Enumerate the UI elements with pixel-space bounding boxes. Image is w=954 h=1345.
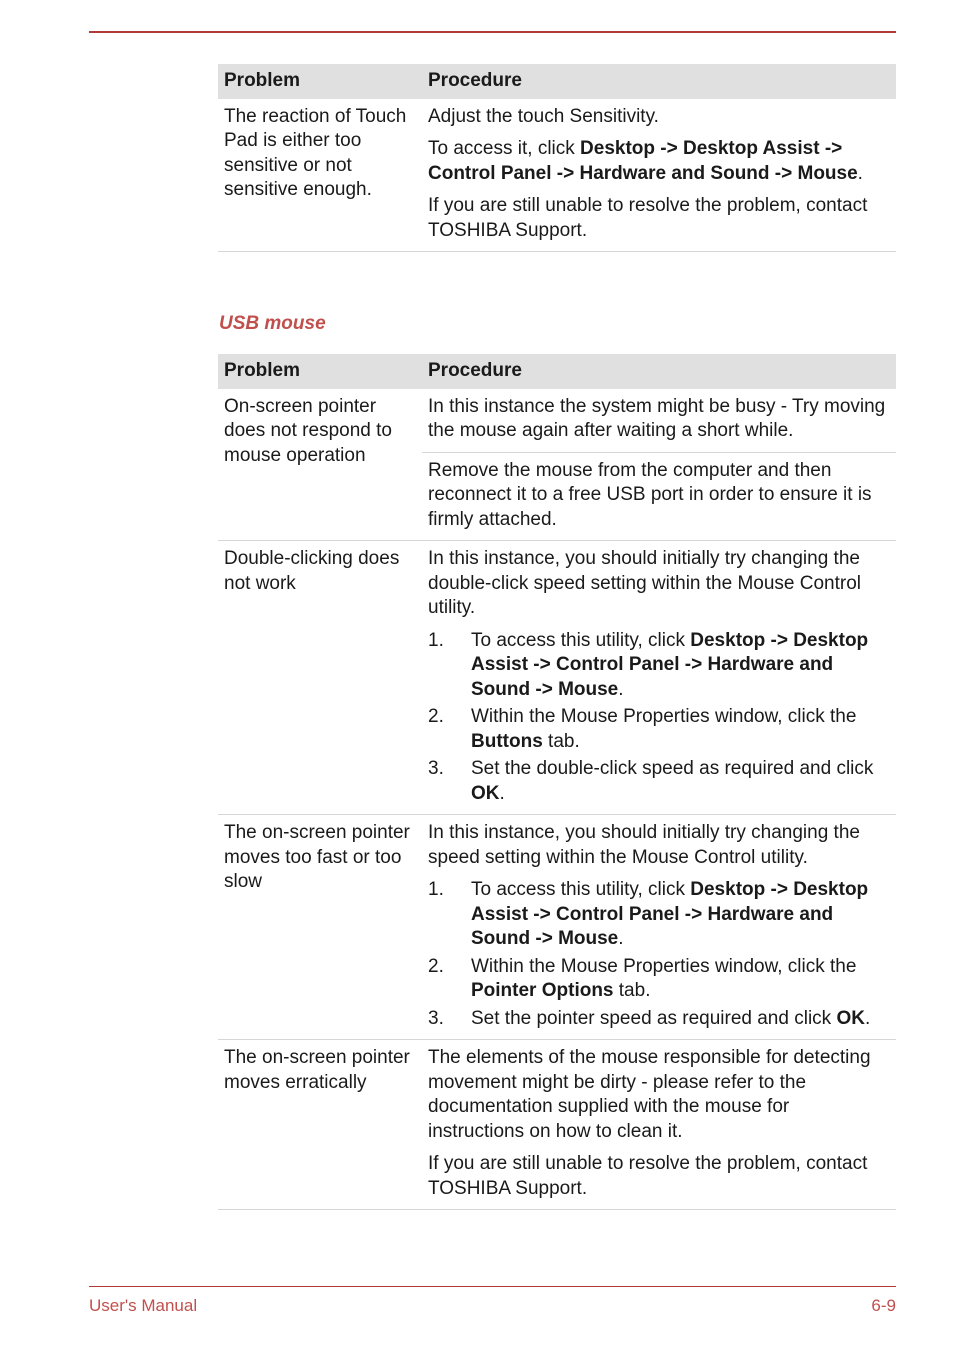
header-problem: Problem <box>218 64 422 99</box>
list-item: 1. To access this utility, click Desktop -> Desktop Assist -> Control Panel -> Hardware and Sound -> Mouse. <box>428 629 869 700</box>
procedure-text: If you are still unable to resolve the problem, contact TOSHIBA Support. <box>428 1153 868 1199</box>
section-title: USB mouse <box>219 313 326 334</box>
table-row <box>218 1040 896 1210</box>
problem-cell: The reaction of Touch Pad is either too sensitive or not sensitive enough. <box>218 99 422 252</box>
bottom-rule <box>89 1286 896 1287</box>
table-header-row <box>218 64 896 99</box>
problem-cell: On-screen pointer does not respond to mouse operation <box>218 389 422 541</box>
steps-list <box>428 878 890 1031</box>
table-header-row <box>218 354 896 389</box>
problem-cell: The on-screen pointer moves erratically <box>218 1040 422 1210</box>
steps-list <box>428 629 890 807</box>
table-row <box>218 815 896 1040</box>
list-item: 2. Within the Mouse Properties window, click the Buttons tab. <box>428 706 857 752</box>
problem-cell: Double-clicking does not work <box>218 541 422 815</box>
footer-manual-title: User's Manual <box>89 1296 198 1315</box>
procedure-text: Adjust the touch Sensitivity. <box>428 105 659 127</box>
procedure-cell: In this instance the system might be busy - Try moving the mouse again after waiting a short while. <box>422 389 896 453</box>
header-procedure: Procedure <box>422 64 896 99</box>
list-item: 3. Set the double-click speed as required and click OK. <box>428 758 874 804</box>
menu-path: Desktop -> Desktop Assist -> Control Panel -> Hardware and Sound -> Mouse <box>428 138 858 184</box>
list-item: 3. Set the pointer speed as required and click OK. <box>428 1007 871 1029</box>
procedure-cell <box>422 1040 896 1210</box>
list-item: 2. Within the Mouse Properties window, click the Pointer Options tab. <box>428 955 857 1001</box>
list-item: 1. To access this utility, click Desktop -> Desktop Assist -> Control Panel -> Hardware and Sound -> Mouse. <box>428 879 869 949</box>
header-problem: Problem <box>218 354 422 389</box>
table-row <box>218 389 896 453</box>
touchpad-table <box>218 64 896 252</box>
procedure-cell <box>422 815 896 1040</box>
usb-mouse-table <box>218 354 896 1210</box>
procedure-text: If you are still unable to resolve the problem, contact TOSHIBA Support. <box>428 195 868 241</box>
procedure-cell: Remove the mouse from the computer and then reconnect it to a free USB port in order to ensure it is firmly attached. <box>422 452 896 541</box>
procedure-text: The elements of the mouse responsible for detecting movement might be dirty - please refer to the documentation supplied with the mouse for instructions on how to clean it. <box>428 1047 871 1142</box>
procedure-text: To access it, click Desktop -> Desktop Assist -> Control Panel -> Hardware and Sound -> Mouse. <box>428 138 863 184</box>
problem-cell: The on-screen pointer moves too fast or too slow <box>218 815 422 1040</box>
top-rule <box>89 31 896 33</box>
page-number: 6-9 <box>871 1296 896 1315</box>
procedure-cell <box>422 99 896 252</box>
table-row <box>218 99 896 252</box>
table-row <box>218 541 896 815</box>
procedure-text: In this instance, you should initially try changing the speed setting within the Mouse Control utility. <box>428 822 860 868</box>
header-procedure: Procedure <box>422 354 896 389</box>
procedure-cell <box>422 541 896 815</box>
procedure-text: In this instance, you should initially try changing the double-click speed setting within the Mouse Control utility. <box>428 548 862 618</box>
